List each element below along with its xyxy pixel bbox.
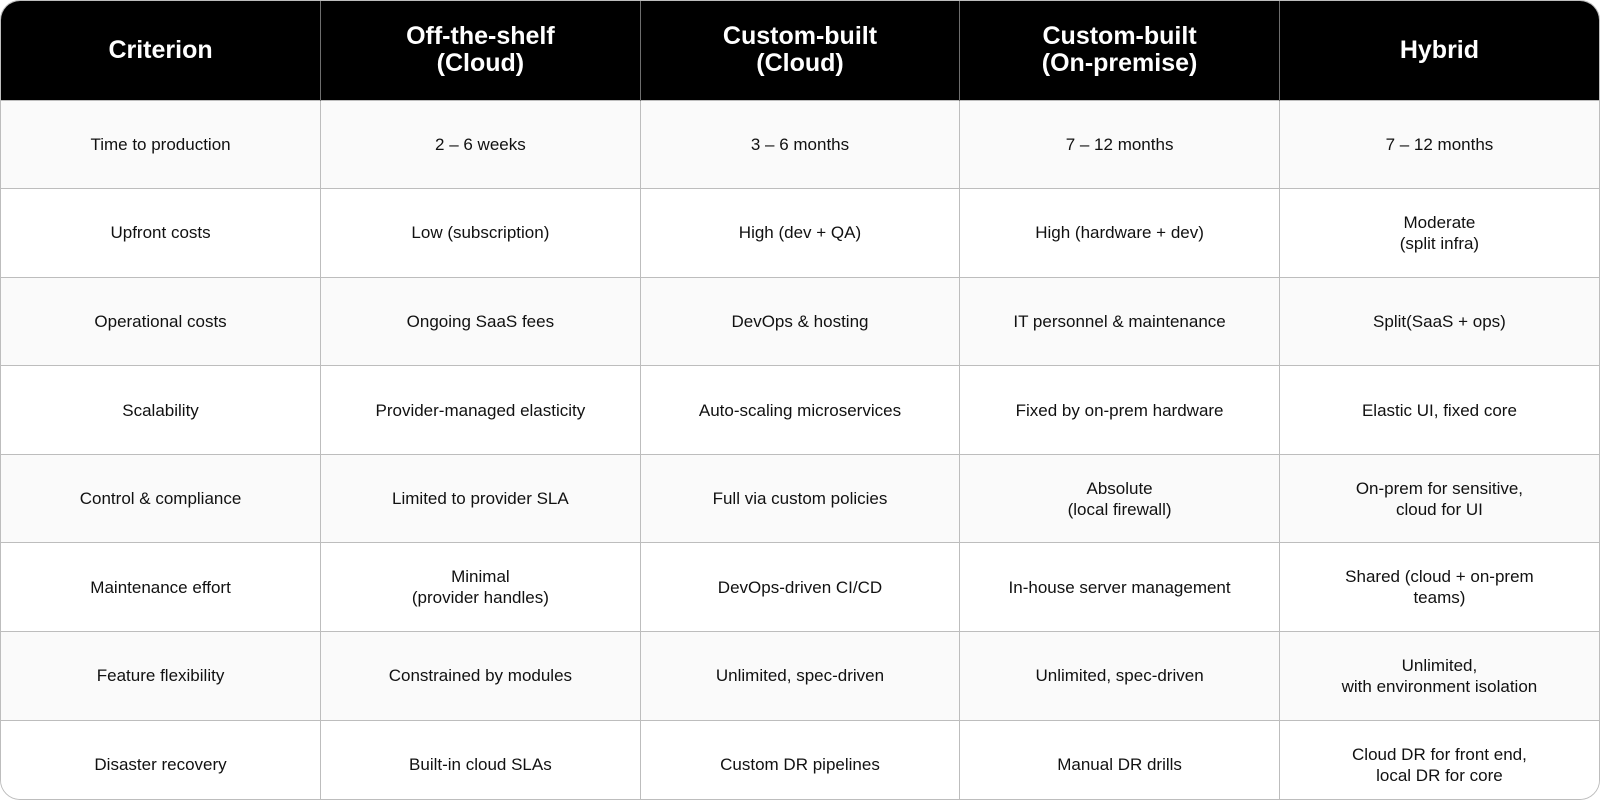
table-cell: IT personnel & maintenance [960,277,1280,366]
header-hybrid: Hybrid [1279,1,1599,100]
header-off-the-shelf-cloud: Off-the-shelf (Cloud) [321,1,641,100]
table-cell: On-prem for sensitive, cloud for UI [1279,454,1599,543]
table-row [1,277,1599,366]
table-cell: Auto-scaling microservices [640,366,960,455]
table-cell: Unlimited, spec-driven [960,632,1280,721]
table-cell: Split(SaaS + ops) [1279,277,1599,366]
comparison-table [1,1,1599,800]
table-row [1,100,1599,189]
table-row [1,454,1599,543]
table-row [1,543,1599,632]
row-criterion-cell: Upfront costs [1,189,321,278]
row-criterion-cell: Operational costs [1,277,321,366]
table-cell: 2 – 6 weeks [321,100,641,189]
table-cell: Ongoing SaaS fees [321,277,641,366]
table-header [1,1,1599,100]
table-cell: Absolute (local firewall) [960,454,1280,543]
table-cell: Constrained by modules [321,632,641,721]
table-row [1,189,1599,278]
header-row [1,1,1599,100]
table-cell: Full via custom policies [640,454,960,543]
table-cell: Limited to provider SLA [321,454,641,543]
table-cell: High (hardware + dev) [960,189,1280,278]
row-criterion-cell: Scalability [1,366,321,455]
table-cell: Manual DR drills [960,720,1280,800]
table-cell: 7 – 12 months [1279,100,1599,189]
table-cell: Low (subscription) [321,189,641,278]
header-custom-built-cloud: Custom-built (Cloud) [640,1,960,100]
table-cell: Provider-managed elasticity [321,366,641,455]
table-row [1,720,1599,800]
table-cell: High (dev + QA) [640,189,960,278]
row-criterion-cell: Time to production [1,100,321,189]
table-row [1,632,1599,721]
row-criterion-cell: Feature flexibility [1,632,321,721]
row-criterion-cell: Disaster recovery [1,720,321,800]
table-cell: Moderate (split infra) [1279,189,1599,278]
table-cell: 3 – 6 months [640,100,960,189]
header-custom-built-on-premise: Custom-built (On-premise) [960,1,1280,100]
table-cell: 7 – 12 months [960,100,1280,189]
table-cell: Custom DR pipelines [640,720,960,800]
table-cell: Elastic UI, fixed core [1279,366,1599,455]
table-cell: DevOps-driven CI/CD [640,543,960,632]
table-cell: DevOps & hosting [640,277,960,366]
table-cell: Unlimited, with environment isolation [1279,632,1599,721]
table-cell: Unlimited, spec-driven [640,632,960,721]
table-body [1,100,1599,800]
header-criterion: Criterion [1,1,321,100]
table-cell: Minimal (provider handles) [321,543,641,632]
table-cell: Fixed by on-prem hardware [960,366,1280,455]
table-cell: Shared (cloud + on-prem teams) [1279,543,1599,632]
table-row [1,366,1599,455]
table-cell: Cloud DR for front end, local DR for core [1279,720,1599,800]
row-criterion-cell: Maintenance effort [1,543,321,632]
table-cell: Built-in cloud SLAs [321,720,641,800]
row-criterion-cell: Control & compliance [1,454,321,543]
table-cell: In-house server management [960,543,1280,632]
